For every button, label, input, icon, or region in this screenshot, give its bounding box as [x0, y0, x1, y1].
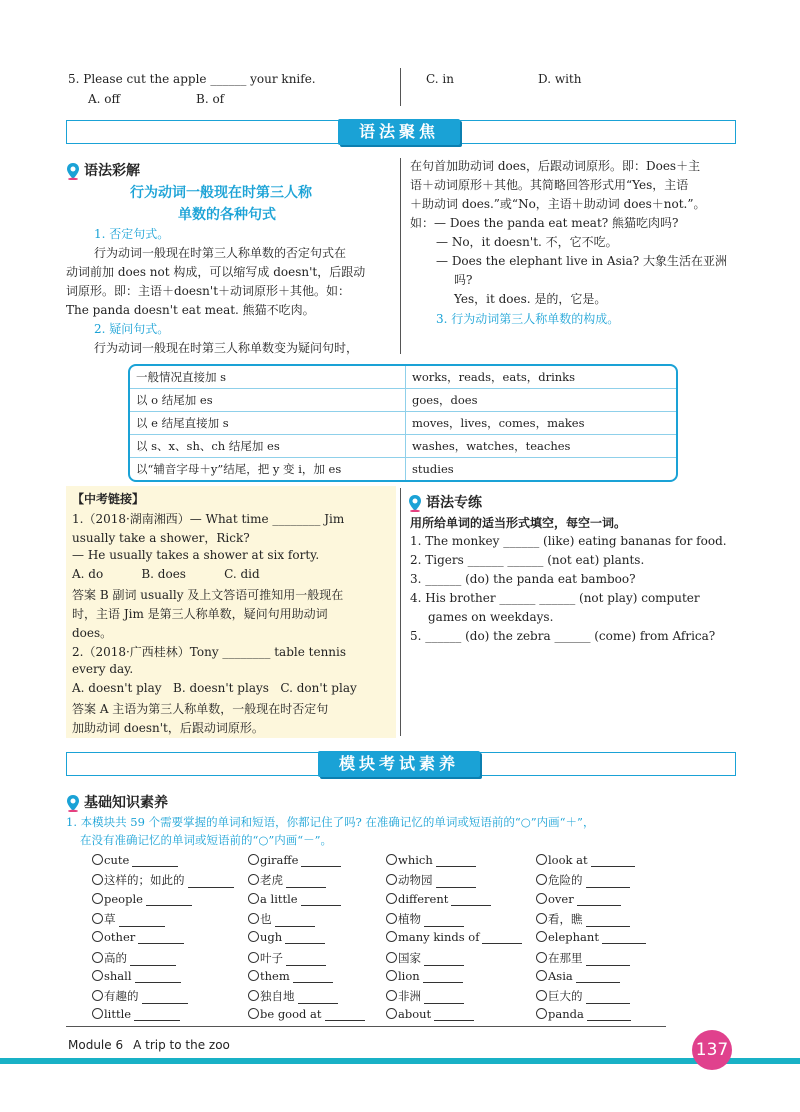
rule-cell: 以 s、x、sh、ch 结尾加 es — [130, 435, 406, 457]
checkbox-circle-icon[interactable] — [248, 931, 259, 942]
table-row — [130, 366, 676, 389]
footer-module-number: Module 6 — [68, 1038, 124, 1052]
answer-blank — [436, 887, 476, 888]
checkbox-circle-icon[interactable] — [536, 893, 547, 904]
practice-question: 4. His brother ______ ______ (not play) computer — [410, 591, 700, 605]
footer-rule — [66, 1026, 666, 1027]
grammar-title-1: 行为动词一般现在时第三人称 — [130, 185, 312, 201]
vocab-item — [92, 872, 234, 888]
point-2-line: ＋助动词 does.”或“No，主语＋助动词 does＋not.”。 — [410, 197, 706, 211]
vocab-item — [248, 950, 326, 966]
point-2-line: 行为动词一般现在时第三人称单数变为疑问句时， — [94, 341, 359, 355]
vocab-word: panda — [548, 1007, 584, 1022]
answer-blank — [434, 1020, 474, 1021]
question-5: 5. Please cut the apple ______ your knife. — [68, 72, 316, 86]
vocab-item — [92, 988, 188, 1004]
vocab-word: them — [260, 968, 290, 983]
checkbox-circle-icon[interactable] — [386, 893, 397, 904]
exam-line: 答案 A 主语为第三人称单数，一般现在时否定句 — [72, 702, 329, 716]
vocab-word: 巨大的 — [548, 989, 583, 1004]
vocab-item — [92, 1007, 180, 1021]
vocab-word: 动物园 — [398, 873, 433, 888]
vocab-word: ugh — [260, 930, 283, 945]
answer-blank — [119, 926, 165, 927]
example-line: — No，it doesn't. 不，它不吃。 — [436, 235, 618, 249]
answer-blank — [132, 866, 178, 867]
checkbox-circle-icon[interactable] — [386, 931, 397, 942]
answer-blank — [138, 943, 184, 944]
checkbox-circle-icon[interactable] — [248, 990, 259, 1001]
vocab-word: 在那里 — [548, 950, 583, 965]
checkbox-circle-icon[interactable] — [386, 952, 397, 963]
vocab-item — [248, 988, 338, 1004]
vocab-item — [536, 930, 646, 944]
exam-line: does。 — [72, 626, 113, 640]
checkbox-circle-icon[interactable] — [248, 1008, 259, 1019]
basic-heading — [66, 792, 168, 812]
checkbox-circle-icon[interactable] — [536, 970, 547, 981]
answer-blank — [482, 943, 522, 944]
checkbox-circle-icon[interactable] — [92, 874, 103, 885]
checkbox-circle-icon[interactable] — [536, 913, 547, 924]
vocab-word: lion — [398, 968, 420, 983]
vocab-item — [248, 892, 341, 906]
option-b: B. of — [196, 92, 225, 106]
vocab-item — [536, 988, 630, 1004]
checkbox-circle-icon[interactable] — [248, 893, 259, 904]
exam-line: every day. — [72, 662, 134, 676]
vocab-word: a little — [260, 891, 298, 906]
example-line: Yes，it does. 是的，它是。 — [454, 292, 607, 306]
example-cell: studies — [412, 462, 454, 476]
checkbox-circle-icon[interactable] — [386, 990, 397, 1001]
rule-cell: 以 o 结尾加 es — [130, 389, 406, 411]
section-title-module-exam: 模块考试素养 — [318, 751, 480, 777]
vocab-word: over — [548, 891, 574, 906]
location-pin-icon — [66, 162, 80, 180]
vocab-item — [536, 911, 630, 927]
practice-question: 3. ______ (do) the panda eat bamboo? — [410, 572, 636, 586]
vocab-word: 叶子 — [260, 950, 283, 965]
vocab-item — [92, 853, 178, 867]
example-cell: goes，does — [412, 393, 478, 407]
page-number: 137 — [692, 1030, 732, 1070]
vocab-word: 国家 — [398, 950, 421, 965]
checkbox-circle-icon[interactable] — [92, 854, 103, 865]
example-cell: washes，watches，teaches — [412, 439, 571, 453]
exam-line: 2.（2018·广西桂林）Tony ________ table tennis — [72, 645, 347, 659]
vocab-item — [248, 911, 315, 927]
rule-cell: 以 e 结尾直接加 s — [130, 412, 406, 434]
vocab-item — [248, 872, 326, 888]
answer-blank — [424, 1003, 464, 1004]
answer-blank — [325, 1020, 365, 1021]
vocab-word: cute — [104, 853, 130, 867]
checkbox-circle-icon[interactable] — [536, 931, 547, 942]
column-divider — [400, 488, 401, 736]
answer-blank — [146, 905, 192, 906]
answer-blank — [587, 1020, 631, 1021]
answer-blank — [591, 866, 635, 867]
exam-line: 答案 B 副词 usually 及上文答语可推知用一般现在 — [72, 588, 344, 602]
vocab-word: 也 — [260, 911, 272, 926]
exam-line: A. doesn't play B. doesn't plays C. don't play — [72, 681, 357, 695]
exam-line: usually take a shower，Rick? — [72, 531, 250, 545]
point-1-line: The panda doesn't eat meat. 熊猫不吃肉。 — [66, 303, 315, 317]
checkbox-circle-icon[interactable] — [536, 1008, 547, 1019]
checkbox-circle-icon[interactable] — [92, 931, 103, 942]
checkbox-circle-icon[interactable] — [386, 970, 397, 981]
vocab-item — [248, 853, 341, 867]
checkbox-circle-icon[interactable] — [92, 990, 103, 1001]
vocab-word: elephant — [548, 930, 599, 945]
vocab-item — [386, 930, 522, 944]
answer-blank — [576, 982, 620, 983]
answer-blank — [586, 926, 630, 927]
column-divider — [400, 68, 401, 106]
footer-module — [68, 1038, 230, 1052]
point-1-heading: 1. 否定句式。 — [94, 227, 170, 241]
answer-blank — [142, 1003, 188, 1004]
answer-blank — [424, 965, 464, 966]
vocab-item — [92, 969, 181, 983]
answer-blank — [293, 982, 333, 983]
practice-question: 5. ______ (do) the zebra ______ (come) from Africa? — [410, 629, 716, 643]
vocab-word: 植物 — [398, 911, 421, 926]
vocab-item — [386, 911, 464, 927]
vocab-word: 有趣的 — [104, 989, 139, 1004]
vocab-word: giraffe — [260, 853, 299, 867]
checkbox-circle-icon[interactable] — [386, 913, 397, 924]
vocab-item — [92, 892, 192, 906]
vocab-item — [386, 872, 476, 888]
vocab-word: look at — [548, 853, 588, 867]
answer-blank — [285, 943, 325, 944]
answer-blank — [286, 965, 326, 966]
column-divider — [400, 158, 401, 354]
option-d: D. with — [538, 72, 582, 86]
checkbox-circle-icon[interactable] — [248, 970, 259, 981]
basic-intro: 在没有准确记忆的单词或短语前的“○”内画“－”。 — [80, 833, 333, 847]
vocab-item — [386, 950, 464, 966]
vocab-word: 危险的 — [548, 873, 583, 888]
grammar-heading-text: 语法彩解 — [84, 163, 140, 179]
vocab-item — [536, 872, 630, 888]
basic-intro: 1. 本模块共 59 个需要掌握的单词和短语，你都记住了吗? 在准确记忆的单词或短语前的“○”内画“＋”， — [66, 815, 595, 829]
rule-cell: 以“辅音字母＋y”结尾，把 y 变 i，加 es — [130, 458, 406, 480]
vocab-item — [248, 930, 325, 944]
point-2-line: 在句首加助动词 does，后跟动词原形。即：Does＋主 — [410, 159, 701, 173]
practice-instruction: 用所给单词的适当形式填空，每空一词。 — [410, 516, 627, 530]
vocab-item — [386, 892, 491, 906]
vocab-word: 老虎 — [260, 873, 283, 888]
checkbox-circle-icon[interactable] — [386, 874, 397, 885]
answer-blank — [423, 982, 463, 983]
exam-line: 加助动词 doesn't，后跟动词原形。 — [72, 721, 264, 735]
vocab-word: which — [398, 853, 433, 867]
checkbox-circle-icon[interactable] — [92, 952, 103, 963]
answer-blank — [586, 1003, 630, 1004]
checkbox-circle-icon[interactable] — [248, 854, 259, 865]
vocab-word: many kinds of — [398, 930, 480, 945]
vocab-item — [248, 1007, 365, 1021]
answer-blank — [286, 887, 326, 888]
table-row — [130, 412, 676, 435]
vocab-item — [386, 1007, 474, 1021]
answer-blank — [586, 887, 630, 888]
checkbox-circle-icon[interactable] — [92, 1008, 103, 1019]
example-line: 吗? — [454, 273, 473, 287]
grammar-heading — [66, 160, 140, 180]
point-1-line: 行为动词一般现在时第三人称单数的否定句式在 — [94, 246, 347, 260]
example-cell: works，reads，eats，drinks — [412, 370, 576, 384]
footer-bar — [0, 1058, 800, 1064]
checkbox-circle-icon[interactable] — [92, 913, 103, 924]
third-person-rules-table — [128, 364, 678, 482]
vocab-word: 这样的；如此的 — [104, 873, 185, 888]
point-1-line: 词原形。即：主语＋doesn't＋动词原形＋其他。如： — [66, 284, 351, 298]
answer-blank — [298, 1003, 338, 1004]
vocab-word: 草 — [104, 911, 116, 926]
answer-blank — [188, 887, 234, 888]
vocab-item — [386, 988, 464, 1004]
checkbox-circle-icon[interactable] — [536, 990, 547, 1001]
answer-blank — [602, 943, 646, 944]
vocab-word: 独自地 — [260, 989, 295, 1004]
vocab-word: people — [104, 891, 143, 906]
option-c: C. in — [426, 72, 454, 86]
basic-heading-text: 基础知识素养 — [84, 795, 168, 811]
footer-module-title: A trip to the zoo — [133, 1038, 230, 1052]
checkbox-circle-icon[interactable] — [536, 874, 547, 885]
practice-heading — [408, 492, 482, 512]
checkbox-circle-icon[interactable] — [92, 970, 103, 981]
practice-question: 1. The monkey ______ (like) eating bananas for food. — [410, 534, 727, 548]
answer-blank — [301, 866, 341, 867]
answer-blank — [275, 926, 315, 927]
practice-heading-text: 语法专练 — [426, 495, 482, 511]
example-line: — Does the elephant live in Asia? 大象生活在亚洲 — [436, 254, 727, 268]
vocab-item — [536, 892, 621, 906]
vocab-item — [536, 950, 630, 966]
vocab-item — [536, 853, 635, 867]
vocab-item — [92, 950, 176, 966]
point-2-heading: 2. 疑问句式。 — [94, 322, 170, 336]
table-row — [130, 435, 676, 458]
answer-blank — [451, 905, 491, 906]
exam-link-heading: 【中考链接】 — [72, 492, 145, 506]
location-pin-icon — [408, 494, 422, 512]
answer-blank — [424, 926, 464, 927]
vocab-word: 非洲 — [398, 989, 421, 1004]
vocab-item — [92, 930, 184, 944]
vocab-word: about — [398, 1007, 432, 1022]
checkbox-circle-icon[interactable] — [536, 952, 547, 963]
example-cell: moves，lives，comes，makes — [412, 416, 585, 430]
answer-blank — [135, 982, 181, 983]
answer-blank — [301, 905, 341, 906]
vocab-word: 看，瞧 — [548, 911, 583, 926]
vocab-word: different — [398, 891, 449, 906]
exam-line: A. do B. does C. did — [72, 567, 260, 581]
grammar-title-2: 单数的各种句式 — [178, 207, 276, 223]
vocab-word: other — [104, 930, 136, 945]
section-title-grammar: 语法聚焦 — [338, 119, 460, 145]
vocab-item — [536, 1007, 631, 1021]
checkbox-circle-icon[interactable] — [248, 874, 259, 885]
example-line: 如：— Does the panda eat meat? 熊猫吃肉吗? — [410, 216, 679, 230]
checkbox-circle-icon[interactable] — [248, 952, 259, 963]
rule-cell: 一般情况直接加 s — [130, 366, 406, 388]
vocab-item — [386, 853, 476, 867]
checkbox-circle-icon[interactable] — [386, 854, 397, 865]
practice-question: 2. Tigers ______ ______ (not eat) plants. — [410, 553, 645, 567]
answer-blank — [577, 905, 621, 906]
vocab-word: Asia — [548, 968, 573, 983]
vocab-word: 高的 — [104, 950, 127, 965]
point-1-line: 动词前加 does not 构成，可以缩写成 doesn't，后跟动 — [66, 265, 366, 279]
vocab-item — [92, 911, 165, 927]
answer-blank — [436, 866, 476, 867]
answer-blank — [130, 965, 176, 966]
vocab-item — [248, 969, 333, 983]
exam-line: 1.（2018·湖南湘西）— What time ________ Jim — [72, 512, 345, 526]
checkbox-circle-icon[interactable] — [536, 854, 547, 865]
answer-blank — [134, 1020, 180, 1021]
table-row — [130, 389, 676, 412]
point-2-line: 语＋动词原形＋其他。其简略回答形式用“Yes，主语 — [410, 178, 689, 192]
checkbox-circle-icon[interactable] — [386, 1008, 397, 1019]
option-a: A. off — [88, 92, 121, 106]
vocab-word: little — [104, 1007, 132, 1022]
checkbox-circle-icon[interactable] — [92, 893, 103, 904]
exam-line: 时，主语 Jim 是第三人称单数，疑问句用助动词 — [72, 607, 328, 621]
point-3-heading: 3. 行为动词第三人称单数的构成。 — [436, 312, 620, 326]
vocab-word: be good at — [260, 1007, 322, 1022]
answer-blank — [586, 965, 630, 966]
table-row — [130, 458, 676, 480]
vocab-item — [386, 969, 463, 983]
checkbox-circle-icon[interactable] — [248, 913, 259, 924]
location-pin-icon — [66, 794, 80, 812]
practice-question: games on weekdays. — [428, 610, 554, 624]
vocab-item — [536, 969, 620, 983]
vocab-word: shall — [104, 968, 132, 983]
exam-line: — He usually takes a shower at six forty. — [72, 548, 320, 562]
